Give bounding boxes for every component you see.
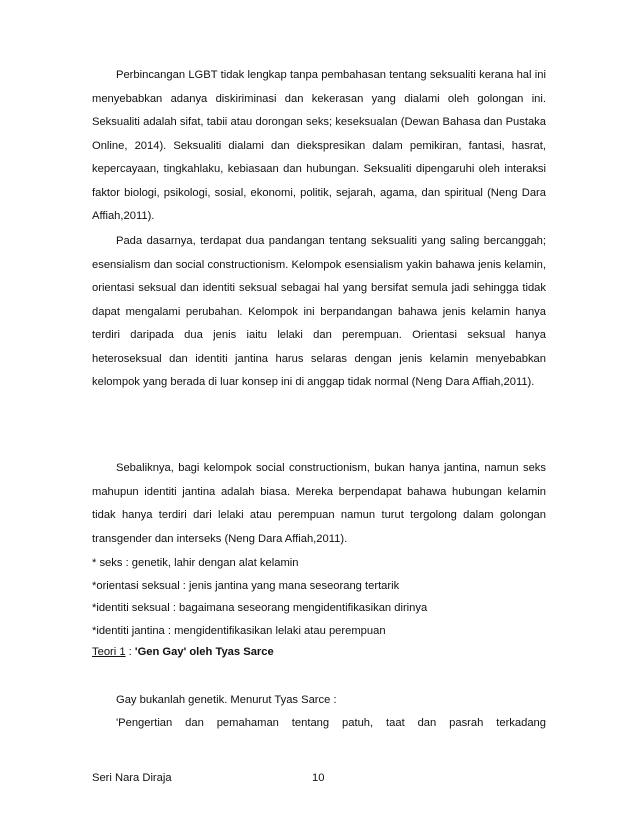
paragraph-social-constructionism: Sebaliknya, bagi kelompok social constructionism, bukan hanya jantina, namun seks mahupun identiti jantina adalah biasa. Mereka berpendapat bahawa hubungan kelamin tidak hanya terdiri dari lelaki atau perempuan namun turut tergolong dalam golongan transgender dan interseks (Neng Dara Affiah,2011). (92, 462, 546, 545)
theory-link[interactable]: Teori 1 (92, 646, 126, 658)
theory-heading (92, 642, 274, 662)
definition-identiti-seksual: *identiti seksual : bagaimana seseorang mengidentifikasikan dirinya (92, 602, 428, 614)
theory-intro: Gay bukanlah genetik. Menurut Tyas Sarce : (116, 694, 337, 706)
paragraph-lgbt-sexuality: Perbincangan LGBT tidak lengkap tanpa pembahasan tentang seksualiti kerana hal ini menyebabkan adanya diskiriminasi dan kekerasan yang dialami oleh golongan ini. Seksualiti adalah sifat, tabii atau dorongan seks; keseksualan (Dewan Bahasa dan Pustaka Online, 2014). Seksualiti dialami dan diekspresikan dalam pemikiran, fantasi, hasrat, kepercayaan, tingkahlaku, kebiasaan dan hubungan. Seksualiti dipengaruhi oleh interaksi faktor biologi, psikologi, sosial, ekonomi, politik, sejarah, agama, dan spiritual (Neng Dara Affiah,2011). (92, 69, 546, 222)
theory-separator: : (125, 646, 135, 658)
definition-list (92, 552, 552, 642)
theory-quote: 'Pengertian dan pemahaman tentang patuh, taat dan pasrah terkadang (116, 717, 546, 729)
definition-seks: * seks : genetik, lahir dengan alat kelamin (92, 557, 299, 569)
theory-title: 'Gen Gay' oleh Tyas Sarce (134, 646, 274, 658)
definition-orientasi-seksual: *orientasi seksual : jenis jantina yang mana seseorang tertarik (92, 579, 400, 592)
footer-page-number: 10 (312, 772, 325, 784)
footer-series: Seri Nara Diraja (92, 772, 172, 784)
definition-identiti-jantina: *identiti jantina : mengidentifikasikan lelaki atau perempuan (92, 624, 386, 637)
paragraph-two-views: Pada dasarnya, terdapat dua pandangan tentang seksualiti yang saling bercanggah; esensialism dan social constructionism. Kelompok esensialism yakin bahawa jenis kelamin, orientasi seksual dan identiti seksual sebagai hal yang bersifat semula jadi sehingga tidak dapat mengalami perubahan. Kelompok ini berpandangan bahawa jenis kelamin hanya terdiri daripada dua jenis iaitu lelaki dan perempuan. Orientasi seksual hanya heteroseksual dan identiti jantina harus selaras dengan jenis kelamin menyebabkan kelompok yang berada di luar konsep ini di anggap tidak normal (Neng Dara Affiah,2011). (92, 235, 546, 388)
